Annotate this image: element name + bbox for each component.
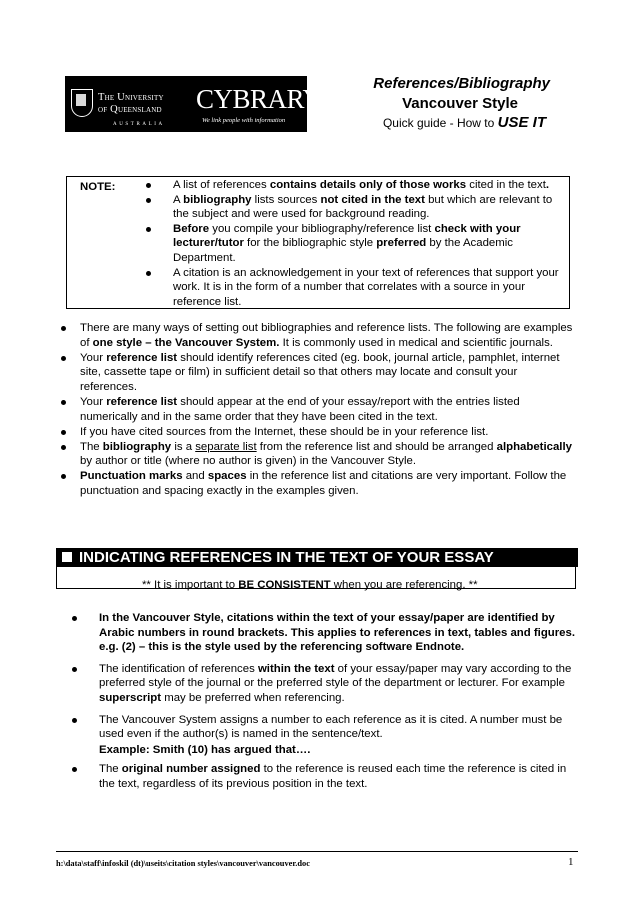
main-bullet-list <box>57 321 577 499</box>
note-bold: check with your lecturer/tutor <box>173 222 521 250</box>
section-title: INDICATING REFERENCES IN THE TEXT OF YOUR ESSAY <box>79 549 494 566</box>
list-item <box>57 351 577 395</box>
item-text: to the reference is reused each time the reference is cited in the text, regardless of its previous position in the text. <box>99 763 567 790</box>
item-bold: within the text <box>257 662 335 675</box>
item-bold: Punctuation marks <box>80 470 183 483</box>
section-bullet-list <box>68 611 576 799</box>
item-text: Your <box>80 395 107 408</box>
consistency-text: when you are referencing. ** <box>330 579 478 591</box>
example-text: Example: Smith (10) has argued that…. <box>99 743 311 756</box>
uq-name-line3: AUSTRALIA <box>113 122 165 127</box>
list-item <box>57 425 577 440</box>
item-text: Your <box>80 351 107 364</box>
item-text: by author or title (where no author is given) in the Vancouver Style. <box>80 455 416 468</box>
list-item <box>57 321 577 350</box>
consistency-note-box <box>56 567 576 589</box>
item-text: and <box>182 470 208 483</box>
note-text: but which are relevant to the subject and were used for background reading. <box>173 193 553 221</box>
note-bold: . <box>545 179 550 191</box>
item-bold: superscript <box>99 691 162 704</box>
cybrary-tagline: We link people with information <box>202 117 286 124</box>
item-bold: original number assigned <box>121 763 261 776</box>
quick-guide-emph: USE IT <box>497 114 546 131</box>
example-line <box>68 743 576 758</box>
note-text: A citation is an acknowledgement in your text of references that support your work. It is in the form of a number that correlates with a source in your reference list. <box>173 266 559 308</box>
note-item <box>146 193 564 222</box>
item-underline: separate list <box>195 440 257 453</box>
item-bold: bibliography <box>102 440 172 453</box>
list-item <box>57 440 577 469</box>
note-text: lists sources <box>251 193 321 206</box>
item-bold: spaces <box>207 470 247 483</box>
quick-guide-prefix: Quick guide - How to <box>382 116 498 130</box>
item-bold: reference list <box>106 351 178 364</box>
note-box <box>66 176 570 309</box>
note-text: cited in the text <box>466 179 546 191</box>
item-text: If you have cited sources from the Internet, these should be in your reference list. <box>80 425 489 438</box>
cybrary-wordmark: CYBRARY <box>196 84 322 114</box>
item-text: should appear at the end of your essay/report with the entries listed numerically and in the same order that they have been cited in the text. <box>80 395 520 423</box>
item-text: The <box>80 440 103 453</box>
uq-crest-icon <box>71 89 93 117</box>
uq-name-line2: of Queensland <box>98 104 162 115</box>
item-bold: reference list <box>106 395 178 408</box>
uq-name-line1: The University <box>98 92 164 103</box>
list-item <box>57 469 577 498</box>
item-bold: alphabetically <box>496 440 572 453</box>
note-bold: not cited in the text <box>320 193 425 206</box>
note-list <box>146 178 564 309</box>
note-text: A <box>173 193 184 206</box>
library-logo <box>65 76 322 132</box>
footer-file-path: h:\data\staff\infoskil (dt)\useits\citation styles\vancouver\vancouver.doc <box>56 859 310 868</box>
item-text: It is commonly used in medical and scientific journals. <box>279 336 553 349</box>
quick-guide-line <box>383 116 546 131</box>
note-item <box>146 266 564 310</box>
list-item <box>68 611 576 655</box>
item-text: There are many ways of setting out bibliographies and reference lists. The following are examples of <box>80 322 573 349</box>
list-item <box>68 662 576 706</box>
note-label: NOTE: <box>80 181 116 193</box>
square-bullet-icon <box>62 552 72 562</box>
item-bold: In the Vancouver Style, citations within the text of your essay/paper are identified by Arabic numbers in round brackets. This applies to references in text, tables and figures. e.g. (2) – this is the style used by the referencing software Endnote. <box>99 612 576 654</box>
item-text: may be preferred when referencing. <box>161 691 345 704</box>
doc-subtitle: Vancouver Style <box>402 95 518 112</box>
list-item <box>68 713 576 742</box>
note-item <box>146 222 564 266</box>
note-bold: contains details only of those works <box>269 179 467 191</box>
item-text: The identification of references <box>99 662 258 675</box>
item-text: should identify references cited (eg. book, journal article, pamphlet, internet site, cassette tape or film) in sufficient detail so that others may locate and consult your references. <box>80 351 560 393</box>
consistency-note <box>142 578 478 593</box>
note-text: for the bibliographic style <box>243 237 377 250</box>
note-bold: bibliography <box>183 193 252 206</box>
consistency-text: ** It is important to <box>142 579 239 591</box>
section-header <box>56 548 578 567</box>
item-text: from the reference list and should be arranged <box>256 440 497 453</box>
item-text: is a <box>171 440 196 453</box>
footer-divider <box>56 851 578 852</box>
item-text: The <box>99 763 122 776</box>
note-item <box>146 178 564 193</box>
note-text: you compile your bibliography/reference list <box>209 222 435 235</box>
item-text: of your essay/paper may vary according to the preferred style of the journal or the preferred style of the department or lecturer. For example <box>99 662 572 690</box>
list-item <box>68 762 576 791</box>
page-number: 1 <box>568 856 574 868</box>
item-text: in the reference list and citations are very important. Follow the punctuation and spacing exactly in the examples given. <box>80 470 567 498</box>
note-text: by the Academic Department. <box>173 237 513 264</box>
doc-title: References/Bibliography <box>373 75 550 92</box>
list-item <box>57 395 577 424</box>
note-bold: preferred <box>376 237 427 250</box>
consistency-bold: BE CONSISTENT <box>238 579 331 591</box>
item-text: The Vancouver System assigns a number to each reference as it is cited. A number must be used even if the author(s) is named in the sentence/text. <box>99 713 563 741</box>
note-bold: Before <box>173 222 210 235</box>
item-bold: one style – the Vancouver System. <box>92 336 280 349</box>
note-text: A list of references <box>173 179 270 191</box>
